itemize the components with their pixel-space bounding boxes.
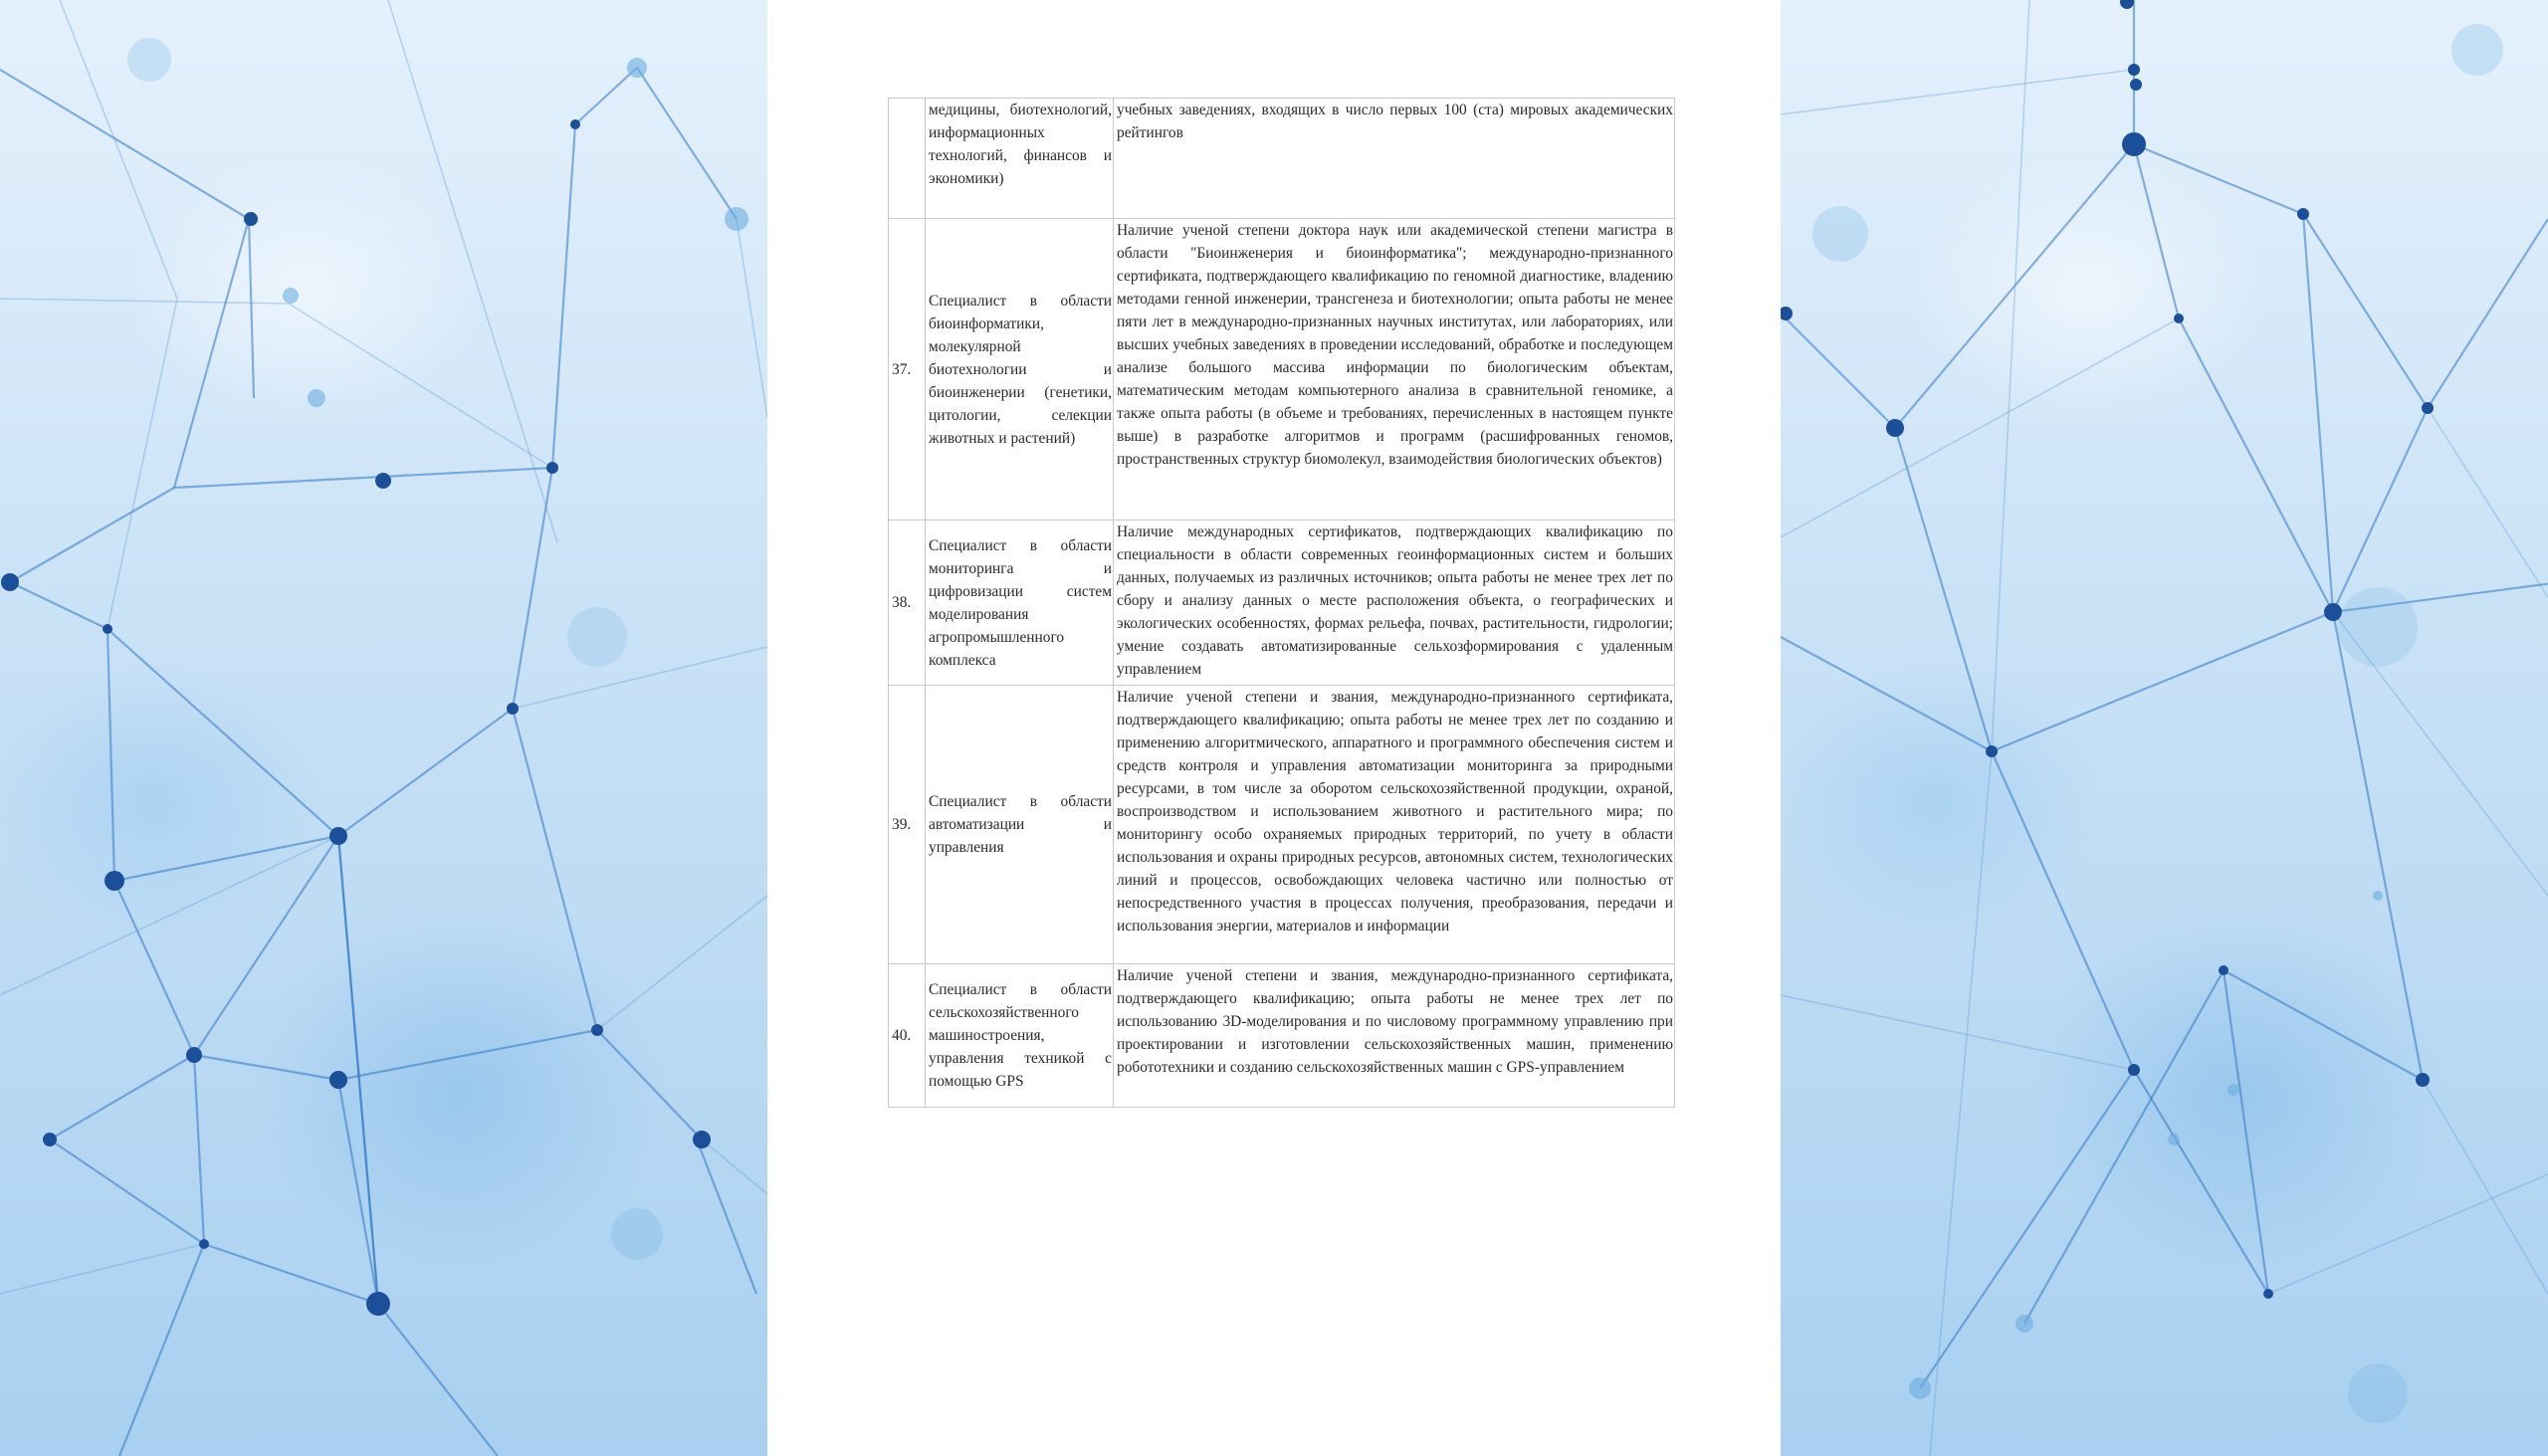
specialist-cell: Специалист в области сельскохозяйственного машиностроения, управления техникой с помощью GPS [926,964,1114,1108]
table-row [889,99,1675,219]
specialist-cell: Специалист в области автоматизации и управления [926,686,1114,964]
requirements-cell: Наличие ученой степени доктора наук или академической степени магистра в области "Биоинженерия и биоинформатика"; международно-признанного сертификата, подтверждающего квалификацию по геномной диагностике, владению методами генной инженерии, трансгенеза и биотехнологии; опыта работы не менее пяти лет в международно-признанных научных институтах, или лабораториях, или высших учебных заведениях в проведении исследований, обработке и последующем анализе большого массива информации по биологическим объектам, математическим методам компьютерного анализа в сравнительной геномике, а также опыта работы (в объеме и требованиях, перечисленных в настоящем пункте выше) в разработке алгоритмов и программ (расшифрованных геномов, пространственных структур биомолекул, взаимодействия биологических объектов) [1114,219,1675,520]
network-graphic-right [1781,0,2548,1456]
requirements-cell: учебных заведениях, входящих в число первых 100 (ста) мировых академических рейтингов [1114,99,1675,219]
requirements-cell: Наличие международных сертификатов, подтверждающих квалификацию по специальности в области современных геоинформационных систем и больших данных, получаемых из различных источников; опыта работы не менее трех лет по сбору и анализу данных о месте расположения объекта, о географических и экологических особенностях, формах рельефа, почвах, растительности, гидрологии; умение создавать автоматизированные сельхозформирования с удаленным управлением [1114,520,1675,686]
table-row [889,686,1675,964]
document-page [767,0,1781,1456]
row-number: 40. [889,964,926,1108]
specialist-requirements-table [888,98,1675,1108]
specialist-cell: Специалист в области биоинформатики, молекулярной биотехнологии и биоинженерии (генетики, цитологии, селекции животных и растений) [926,219,1114,520]
row-number: 39. [889,686,926,964]
table-row [889,520,1675,686]
table-row [889,219,1675,520]
requirements-cell: Наличие ученой степени и звания, международно-признанного сертификата, подтверждающего квалификацию; опыта работы не менее трех лет по использованию 3D-моделирования и по числовому программному управлению при проектировании и изготовлении сельскохозяйственных машин, применению робототехники и созданию сельскохозяйственных машин с GPS-управлением [1114,964,1675,1108]
table-row [889,964,1675,1108]
background-network-right [1781,0,2548,1456]
row-number: 37. [889,219,926,520]
requirements-cell: Наличие ученой степени и звания, международно-признанного сертификата, подтверждающего квалификацию; опыта работы не менее трех лет по созданию и применению алгоритмического, аппаратного и программного обеспечения систем и средств контроля и управления автоматизации мониторинга за природными ресурсами, в том числе за оборотом сельскохозяйственной продукции, охраной, воспроизводством и использованием животного и растительного мира; по мониторингу особо охраняемых природных территорий, по учету в области использования и охраны природных ресурсов, автономных систем, технологических линий и процессов, освобождающих человека частично или полностью от непосредственного участия в процессах получения, преобразования, передачи и использования энергии, материалов и информации [1114,686,1675,964]
background-network-left [0,0,767,1456]
specialist-cell: Специалист в области мониторинга и цифровизации систем моделирования агропромышленного комплекса [926,520,1114,686]
row-number [889,99,926,219]
network-graphic-left [0,0,767,1456]
row-number: 38. [889,520,926,686]
specialist-cell: медицины, биотехнологий, информационных технологий, финансов и экономики) [926,99,1114,219]
